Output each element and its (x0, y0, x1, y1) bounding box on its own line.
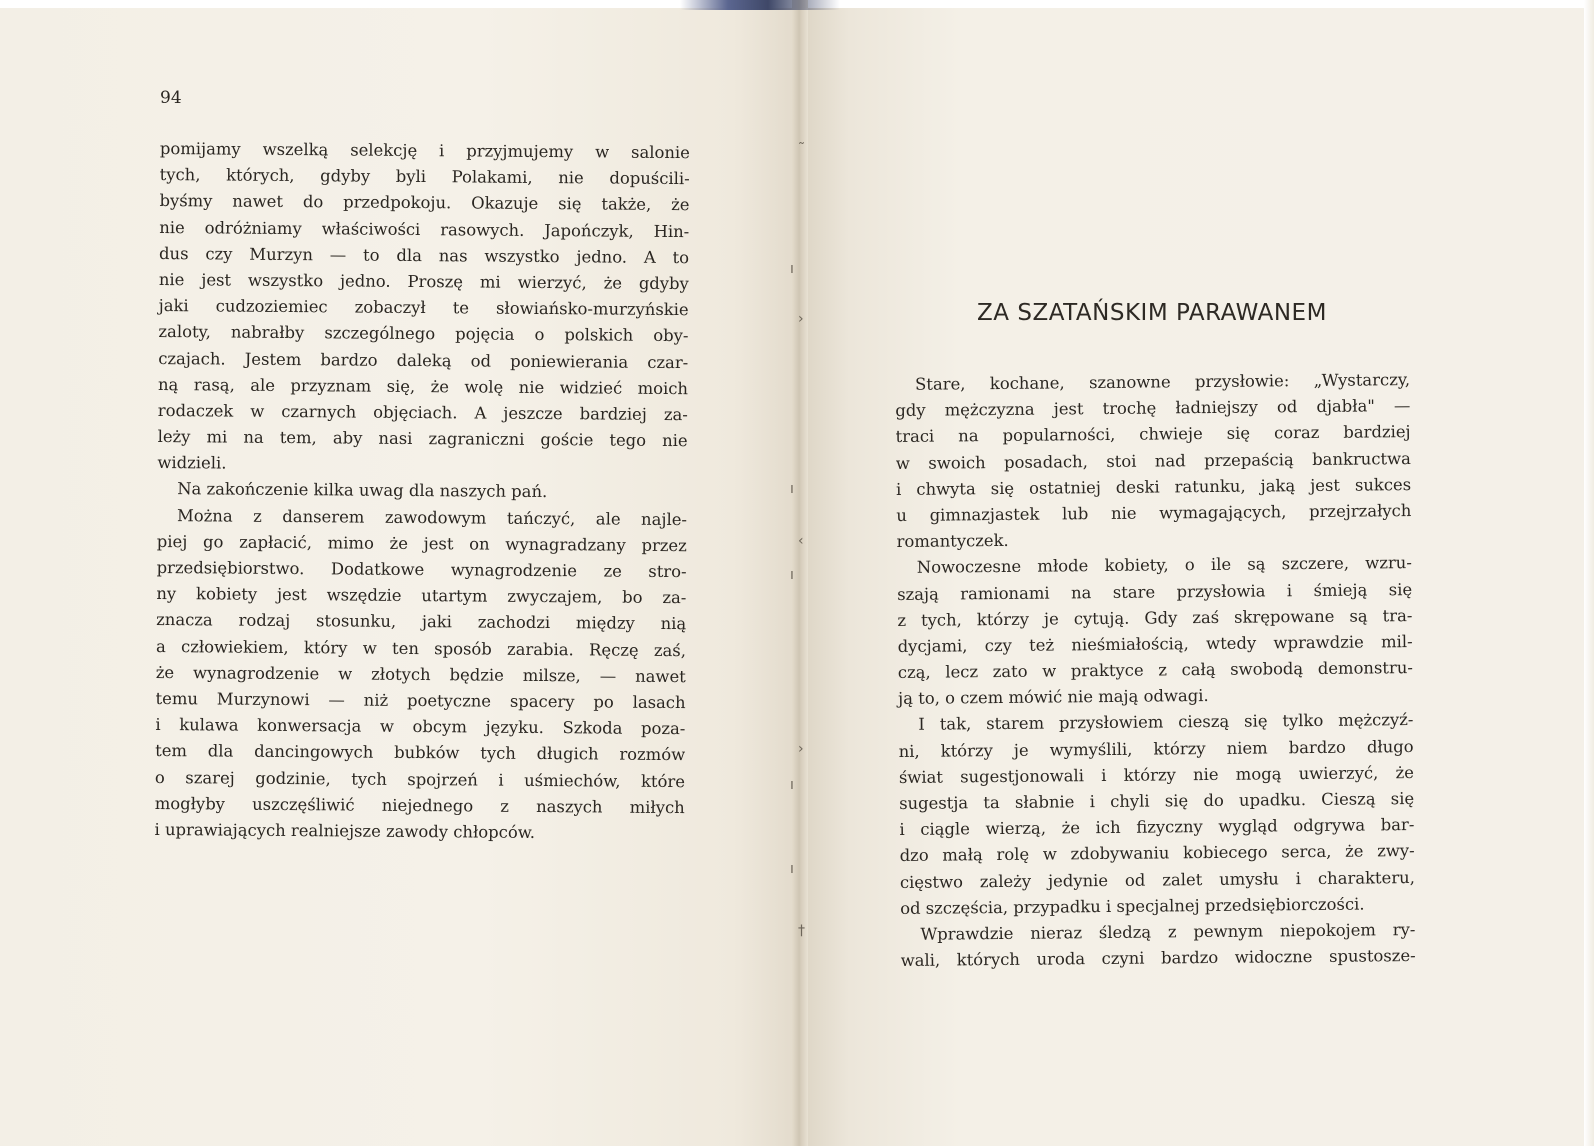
text-line: nie jest wszystko jedno. Proszę mi wierzyć, że gdyby (158, 269, 689, 294)
text-line: świat sugestjonowali i którzy nie mogą uwierzyć, że (898, 762, 1414, 787)
text-line: traci na popularności, chwieje się coraz bardziej (895, 422, 1411, 447)
text-line: cięstwo zależy jedynie od zalet umysłu i charakteru, (899, 867, 1415, 892)
text-line: Wprawdzie nieraz śledzą z pewnym niepokojem ry- (920, 919, 1416, 944)
text-line: rodaczek w czarnych objęciach. A jeszcze bardziej za- (157, 400, 688, 425)
stitch-mark: ı (790, 861, 794, 877)
text-line: od szczęścia, przypadku i specjalnej przedsiębiorczości. (900, 894, 1365, 918)
text-line: piej go zapłacić, mimo że jest on wynagradzany przez (156, 531, 687, 555)
text-line: gdy mężczyzna jest trochę ładniejszy od djabła" — (895, 396, 1411, 421)
text-line: dycjami, czy też nieśmiałością, wtedy wprawdzie mil- (897, 631, 1413, 656)
text-line: a człowiekiem, który w ten sposób zarabia. Ręczę zaś, (155, 636, 687, 660)
text-line: czą, lecz zato w praktyce z całą swobodą demonstru- (897, 658, 1413, 683)
stitch-mark: ı (790, 777, 794, 793)
text-line: ni, którzy je wymyślili, którzy niem bardzo długo (898, 736, 1414, 761)
text-line: z tych, którzy je cytują. Gdy zaś skrępowane są tra- (897, 605, 1413, 630)
page-number: 94 (160, 88, 182, 108)
stitch-mark: ı (790, 567, 794, 583)
text-line: i ciągle wierzą, że ich fizyczny wygląd odgrywa bar- (899, 815, 1415, 840)
text-line: ny kobiety jest wszędzie utartym zwyczajem, bo za- (156, 584, 687, 608)
text-line: dzo małą rolę w zdobywaniu kobiecego serca, że zwy- (899, 841, 1415, 866)
spine-edge (680, 0, 840, 10)
text-line: tem dla dancingowych bubków tych długich rozmów (155, 741, 686, 765)
text-line: Można z danserem zawodowym tańczyć, ale najle- (176, 505, 688, 529)
stitch-mark: ˜ (798, 141, 805, 157)
left-page-text (154, 136, 690, 847)
text-line: o szarej godzinie, tych spojrzeń i uśmiechów, które (154, 767, 686, 791)
book-gutter (792, 0, 808, 1146)
text-line: temu Murzynowi — niż poetyczne spacery po lasach (155, 688, 686, 713)
text-line: dus czy Murzyn — to dla nas wszystko jedno. A to (159, 243, 690, 267)
text-line: leży mi na tem, aby nasi zagraniczni goście tego nie (157, 427, 688, 451)
stitch-mark: ‹ (798, 533, 804, 549)
text-line: romantyczek. (896, 531, 1009, 552)
stitch-mark: › (798, 741, 804, 757)
text-line: jaki cudzoziemiec zobaczył te słowiańsko-murzyńskie (158, 296, 689, 320)
text-line: tych, których, gdyby byli Polakami, nie dopuścili- (159, 165, 690, 189)
text-line: i kulawa konwersacja w obcym języku. Szkoda poza- (155, 715, 686, 739)
text-line: widzieli. (157, 453, 227, 473)
text-line: nie odróżniamy właściwości rasowych. Japończyk, Hin- (159, 217, 690, 241)
text-line: wali, których uroda czyni bardzo widoczne spustosze- (900, 946, 1416, 971)
text-line: mogłyby uszczęśliwić niejednego z naszych miłych (154, 793, 685, 817)
text-line: Stare, kochane, szanowne przysłowie: „Wystarczy, (915, 370, 1411, 394)
stitch-mark: † (798, 923, 805, 939)
stitch-mark: ı (790, 481, 794, 497)
text-line: przedsiębiorstwo. Dodatkowe wynagrodzenie ze stro- (156, 557, 687, 582)
stitch-mark: ı (790, 261, 794, 277)
text-line: że wynagrodzenie w złotych będzie milsze, — nawet (155, 662, 686, 686)
text-line: znacza rodzaj stosunku, jaki zachodzi między nią (156, 610, 687, 634)
text-line: ją to, o czem mówić nie mają odwagi. (898, 686, 1209, 709)
text-line: i uprawiających realniejsze zawody chłopców. (154, 819, 536, 842)
text-line: i chwyta się ostatniej deski ratunku, jaką jest sukces (896, 474, 1412, 499)
text-line: byśmy nawet do przedpokoju. Okazuje się także, że (159, 191, 690, 215)
text-line: I tak, starem przysłowiem cieszą się tylko mężczyź- (918, 710, 1414, 735)
text-line: ną rasą, ale przyznam się, że wolę nie widzieć moich (157, 374, 689, 398)
text-line: u gimnazjastek lub nie wymagających, przejrzałych (896, 500, 1412, 525)
text-line: w swoich posadach, stoi nad przepaścią bankructwa (895, 448, 1411, 473)
text-line: czajach. Jestem bardzo daleką od poniewierania czar- (158, 348, 689, 372)
chapter-title: ZA SZATAŃSKIM PARAWANEM (977, 300, 1327, 326)
right-page-text (895, 367, 1416, 974)
stitch-mark: › (798, 311, 804, 327)
text-line: Na zakończenie kilka uwag dla naszych pań. (177, 479, 548, 502)
text-line: sugestja ta słabnie i chyli się do upadku. Cieszą się (899, 789, 1415, 813)
text-line: szają ramionami na stare przysłowia i śmieją się (897, 579, 1413, 604)
page-edge (1584, 0, 1594, 1146)
text-line: zaloty, nabrałby szczególnego pojęcia o polskich oby- (158, 322, 689, 346)
text-line: Nowoczesne młode kobiety, o ile są szczere, wzru- (916, 553, 1412, 578)
text-line: pomijamy wszelką selekcję i przyjmujemy w salonie (159, 138, 690, 163)
